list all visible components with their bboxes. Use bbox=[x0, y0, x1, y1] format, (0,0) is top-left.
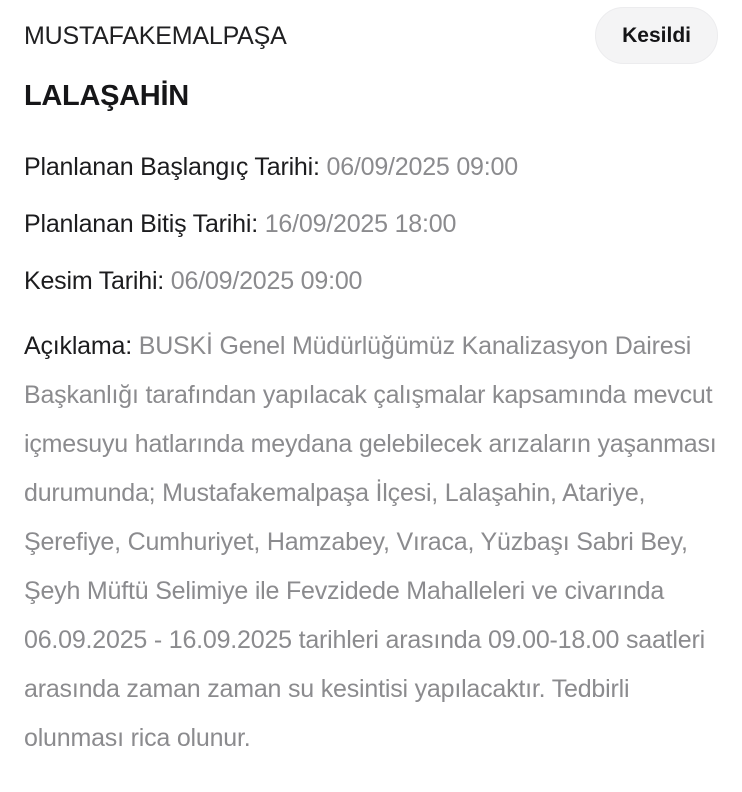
card-header bbox=[24, 7, 718, 64]
neighborhood-title: LALAŞAHİN bbox=[24, 80, 189, 112]
field-list bbox=[24, 151, 718, 298]
field-row-planned-start bbox=[24, 151, 718, 184]
description-paragraph bbox=[24, 322, 718, 763]
planned-end-value: 16/09/2025 18:00 bbox=[264, 210, 457, 238]
status-badge: Kesildi bbox=[595, 7, 718, 64]
cut-date-value: 06/09/2025 09:00 bbox=[170, 267, 363, 295]
planned-start-label: Planlanan Başlangıç Tarihi: bbox=[24, 153, 320, 181]
description-label: Açıklama: bbox=[24, 332, 132, 360]
cut-date-label: Kesim Tarihi: bbox=[24, 267, 165, 295]
planned-end-label: Planlanan Bitiş Tarihi: bbox=[24, 210, 258, 238]
district-title: MUSTAFAKEMALPAŞA bbox=[24, 22, 287, 50]
field-row-planned-end bbox=[24, 208, 718, 241]
field-row-cut-date bbox=[24, 265, 718, 298]
planned-start-value: 06/09/2025 09:00 bbox=[326, 153, 518, 181]
description-text: BUSKİ Genel Müdürlüğümüz Kanalizasyon Dairesi Başkanlığı tarafından yapılacak çalışmalar kapsamında mevcut içmesuyu hatlarında meydana gelebilecek arızaların yaşanması durumunda; Mustafakemalpaşa İlçesi, Lalaşahin, Atariye, Şerefiye, Cumhuriyet, Hamzabey, Vıraca, Yüzbaşı Sabri Bey, Şeyh Müftü Selimiye ile Fevzidede Mahalleleri ve civarında 06.09.2025 - 16.09.2025 tarihleri arasında 09.00-18.00 saatleri arasında zaman zaman su kesintisi yapılacaktır. Tedbirli olunması rica olunur. bbox=[24, 332, 717, 752]
